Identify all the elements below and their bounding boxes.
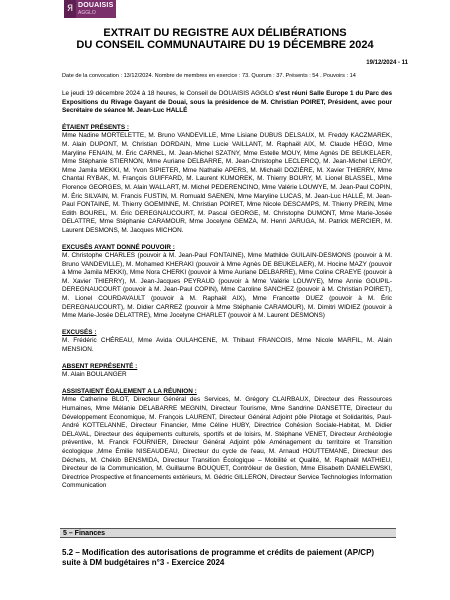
subsection-heading: 5.2 – Modification des autorisations de programme et crédits de paiement (AP/CP) suite à DM budgétaires n°3 - Exercice 2024 [62,548,375,567]
intro-paragraph [62,90,392,116]
section-heading-finances: 5 – Finances [60,528,396,538]
document-body [62,90,392,491]
assistaient-list: Mme Catherine BLOT, Directeur Général des Services, M. Grégory CLAIRBAUX, Directeur des Ressources Humaines, Mme Mélanie DELABARRE MEGNIN, Directeur Tourisme, Mme Sandrine DANSETTE, Directeur du Développement Economique, M. François LAURENT, Directeur Général Adjoint pôle Pilotage et Solidarités, Paul-André KOTTELANNE, Directeur Financier, Mme Céline HUBY, Directrice Cohésion Sociale-Habitat, M. Didier DELAVAL, Directeur des équipements culturels, sportifs et de loisirs, M. Stéphane VENET, Directeur Archéologie préventive, M. Franck FOURNIER, Directeur Général Adjoint pôle Aménagement du territoire et Transition écologique ,Mme Émilie NISEAUDEAU, Directeur du cycle de l'eau, M. Arnaud HOUTTEMANE, Directeur des Déchets, M. Chékib BENSMIDA, Directeur Transition Écologique – Mobilité et Qualité, M. Raphaël MATHIEU, Directeur de la Communication, M. Guillaume BOUQUET, Contrôleur de Gestion, Mme Elisabeth DANIELEWSKI, Directrice Prospective et financements extérieurs, M. Gédric GILLERON, Directeur Service Technologies Information Communication [62,396,392,490]
presents-label: ÉTAIENT PRÉSENTS : [62,123,129,131]
logo-mark-icon: Я [64,0,76,18]
logo-text [76,2,113,16]
deliberation-reference: 19/12/2024 - 11 [366,60,408,66]
intro-part-1: Le jeudi 19 décembre 2024 à 18 heures, le Conseil de DOUAISIS AGGLO [62,90,274,97]
excuses-pouvoir-list: M. Christophe CHARLES (pouvoir à M. Jean-Paul FONTAINE), Mme Mathilde GUILAIN-DESMONS (pouvoir à M. Bruno VANDEVILLE), M. Mohamed KHERAKI (pouvoir à Mme Agnès DE BEUKELAER), M. Hocine MAZY (pouvoir à Mme Jamila MEKKI), Mme Nora CHERKI (pouvoir à Mme Auriane DELBARRE), Mme Coline CRAEYE (pouvoir à M. Xavier THIERRY), M. Jean-Jacques PEYRAUD (pouvoir à Mme Valérie LOUWYE), Mme Annie GOUPIL-DEREGNAUCOURT (pouvoir à M. Jean-Paul COPIN), Mme Caroline SANCHEZ (pouvoir à M. Christian POIRET), M. Lionel COURDAVAULT (pouvoir à M. Raphaël AIX), Mme Francette DUEZ (pouvoir à M. Éric DEREGNAUCOURT), M. Didier CARREZ (pouvoir à Mme Stéphanie CARAMOUR), M. Dimitri WIDIEZ (pouvoir à Mme Marie-Josée DELATTRE), Mme Jocelyne CHARLET (pouvoir à M. Laurent DESMONS) [62,252,392,320]
excuses-label: EXCUSÉS : [62,328,97,336]
logo-sub: AGGLO [78,10,96,16]
absent-label: ABSENT REPRÉSENTÉ : [62,362,138,370]
absent-list: M. Alain BOULANGER [62,371,127,379]
document-title-line-2: DU CONSEIL COMMUNAUTAIRE DU 19 DÉCEMBRE 2024 [76,39,374,51]
convocation-meta: Date de la convocation : 13/12/2024. Nombre de membres en exercice : 73. Quorum : 37. Présents : 54 . Pouvoirs : 14 [62,73,356,79]
excuses-pouvoir-label: EXCUSÉS AYANT DONNÉ POUVOIR : [62,243,175,251]
excuses-list: M. Frédéric CHÉREAU, Mme Avida OULAHCENE, M. Thibaut FRANCOIS, Mme Nicole MARFIL, M. Alain MENSION. [62,337,392,354]
assistaient-label: ASSISTAIENT ÉGALEMENT A LA RÉUNION : [62,387,197,395]
presents-list: Mme Nadine MORTELETTE, M. Bruno VANDEVILLE, Mme Lisiane DUBUS DELSAUX, M. Freddy KACZMAREK, M. Alain DUPONT, M. Christian DORDAIN, Mme Lucie VAILLANT, M. Raphaël AIX, M. Claude HÉGO, Mme Maryline FENAIN, M. Éric CARNEL, M. Jean-Michel SZATNY, Mme Estelle MOUY, Mme Agnès DE BEUKELAER, Mme Stéphanie STIERNON, Mme Auriane DELBARRE, M. Jean-Christophe LECLERCQ, M. Jean-Michel LEROY, Mme Jamila MEKKI, M. Yvon SIPIETER, Mme Nathalie APERS, M. Michaël DOZIÈRE, M. Xavier THIERRY, Mme Chantal RYBAK, M. François GUIFFARD, M. Laurent KUMOREK, M. Thierry BOURY, M. Lionel BLASSEL, Mme Florence GEORGES, M. Alain WALLART, M. Michel PEDERENCINO, Mme Valérie LOUWYE, M. Jean-Paul COPIN, M. Éric SILVAIN, M. Francis FUSTIN, M. Romuald SAENEN, Mme Maryline LUCAS, M. Jean-Luc HALLÉ, M. Jean-Paul FONTAINE, M. Thierry GOEMINNE, M. Christian POIRET, Mme Nicole DESCAMPS, M. Thierry PREIN, Mme Edith BOUREL, M. Éric DEREGNAUCOURT, M. Pascal GEORGE, M. Christophe DUMONT, Mme Marie-Josée DELATTRE, Mme Stéphanie CARAMOUR, Mme Jocelyne GEMZA, M. Henri JARUGA, M. Patrick MERCIER, M. Laurent DESMONS, M. Jacques MICHON. [62,132,392,234]
douaisis-agglo-logo [64,0,116,18]
intro-part-2: s'est réuni Salle Europe 1 du Parc des Expositions du Rivage Gayant de Douai, sous la présidence de M. Christian POIRET, Président, avec pour Secrétaire de séance M. Jean-Luc HALLÉ [62,90,392,115]
document-title-line-1: EXTRAIT DU REGISTRE AUX DÉLIBÉRATIONS [103,27,347,39]
logo-name: DOUAISIS [78,2,114,9]
